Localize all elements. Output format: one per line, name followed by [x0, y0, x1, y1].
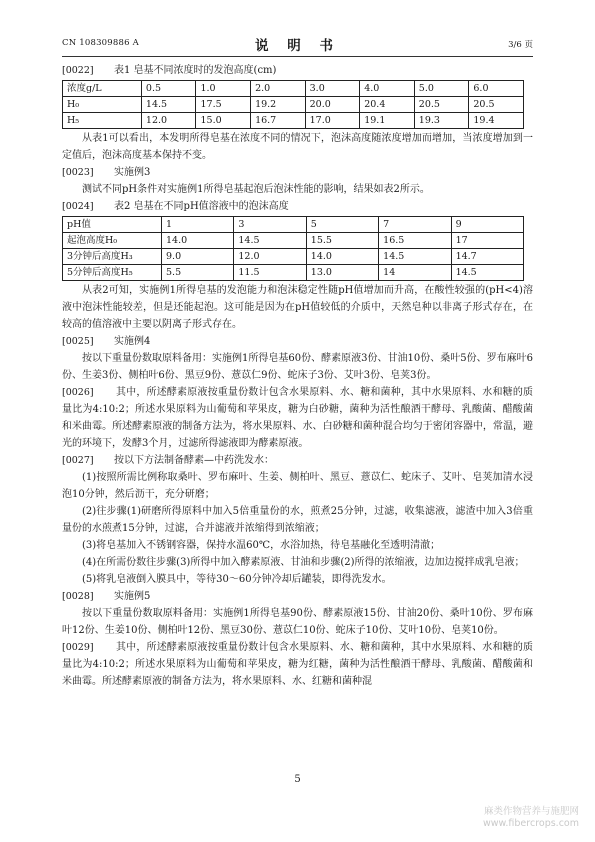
- table-cell: 3分钟后高度H₃: [63, 249, 162, 265]
- table-header-row: [63, 217, 524, 233]
- table-row: [63, 265, 524, 281]
- paragraph-number: [0027]: [62, 455, 94, 466]
- table-cell: 17.0: [305, 113, 360, 129]
- paragraph-number: [0028]: [62, 591, 94, 602]
- page-header: [62, 34, 533, 54]
- table-cell: 9.0: [162, 249, 234, 265]
- step-item: (4)在所需份数往步骤(3)所得中加入酵素原液、甘油和步骤(2)所得的浓缩液，边加边搅拌成乳皂液；: [82, 557, 525, 568]
- table-cell: pH值: [63, 217, 162, 233]
- table-header-row: [63, 81, 524, 97]
- paragraph-0023-heading: [62, 164, 533, 181]
- table-row: [63, 113, 524, 129]
- document-body: [62, 62, 533, 690]
- table-cell: 19.3: [414, 113, 469, 129]
- paragraph-text: 其中，所述酵素原液按重量份数计包含水果原料、水、糖和菌种，其中水果原料、水和糖的质量比为4:10:2；所述水果原料为山葡萄和苹果皮，糖为白砂糖，菌种为活性酿酒干酵母、乳酸菌、醋酸菌和米曲霉。所述酵素原液的制备方法为，将水果原料、水、白砂糖和菌种混合均匀于密闭容器中，常温，避光的环境下，发酵3个月，过滤所得滤液即为酵素原液。: [62, 387, 533, 449]
- table-cell: 14.5: [451, 265, 523, 281]
- table-cell: 14.7: [451, 249, 523, 265]
- table-cell: 5.0: [414, 81, 469, 97]
- table-cell: 7: [379, 217, 451, 233]
- table-cell: 11.5: [234, 265, 306, 281]
- section-heading: 实施例3: [114, 167, 151, 178]
- step-item: (1)按照所需比例称取桑叶、罗布麻叶、生姜、侧柏叶、黑豆、薏苡仁、蛇床子、艾叶、皂荚加清水浸泡10分钟，然后沥干，充分研磨；: [62, 472, 533, 500]
- paragraph-text: 按以下方法制备酵素—中药洗发水：: [114, 455, 274, 466]
- page-info: 3/6 页: [508, 40, 533, 50]
- paragraph-text: 其中，所述酵素原液按重量份数计包含水果原料、水、糖和菌种，其中水果原料、水和糖的质量比为4:10:2；所述水果原料为山葡萄和苹果皮，糖为红糖，菌种为活性酿酒干酵母、乳酸菌、醋酸菌和米曲霉。所述酵素原液的制备方法为，将水果原料、水、红糖和菌种混: [62, 642, 533, 687]
- table-cell: 1.0: [196, 81, 251, 97]
- table-cell: 19.2: [251, 97, 306, 113]
- table-cell: 14.0: [306, 249, 378, 265]
- table-cell: 16.5: [379, 233, 451, 249]
- table-cell: 14.0: [162, 233, 234, 249]
- paragraph-0028-heading: [62, 588, 533, 605]
- table-cell: 19.1: [360, 113, 415, 129]
- patent-number: CN 108309886 A: [62, 38, 139, 48]
- table-row: [63, 249, 524, 265]
- table-cell: 2.0: [251, 81, 306, 97]
- table-cell: H₀: [63, 97, 142, 113]
- table-cell: 20.5: [414, 97, 469, 113]
- paragraph-number: [0026]: [62, 387, 94, 398]
- foam-concentration-table: [62, 80, 524, 129]
- table-cell: 浓度g/L: [63, 81, 142, 97]
- step-item: (3)将皂基加入不锈钢容器，保持水温60℃，水浴加热，待皂基融化至透明清澈；: [82, 540, 441, 551]
- table-cell: 12.0: [234, 249, 306, 265]
- table-cell: 5.5: [162, 265, 234, 281]
- paragraph-text: 测试不同pH条件对实施例1所得皂基起泡后泡沫性能的影响，结果如表2所示。: [82, 184, 430, 195]
- foam-ph-table: [62, 216, 524, 281]
- paragraph-text: 按以下重量份数取原料备用：实施例1所得皂基90份、酵素原液15份、甘油20份、桑叶10份、罗布麻叶12份、生姜10份、侧柏叶12份、黑豆30份、薏苡仁10份、蛇床子10份、艾叶10份、皂荚10份。: [62, 608, 533, 636]
- paragraph-number: [0025]: [62, 336, 94, 347]
- table-cell: 5分钟后高度H₅: [63, 265, 162, 281]
- table-cell: 15.5: [306, 233, 378, 249]
- step-item: (5)将乳皂液倒入膜具中，等待30～60分钟冷却后罐装，即得洗发水。: [82, 574, 392, 585]
- table-cell: 20.0: [305, 97, 360, 113]
- paragraph-text: 按以下重量份数取原料备用：实施例1所得皂基60份、酵素原液3份、甘油10份、桑叶5份、罗布麻叶6份、生姜3份、侧柏叶6份、黑豆9份、薏苡仁9份、蛇床子3份、艾叶3份、皂荚3份。: [62, 353, 533, 381]
- table-cell: 5: [306, 217, 378, 233]
- paragraph-number: [0029]: [62, 642, 94, 653]
- table-cell: 17.5: [196, 97, 251, 113]
- table-cell: 17: [451, 233, 523, 249]
- table-cell: H₅: [63, 113, 142, 129]
- paragraph-text: 从表2可知，实施例1所得皂基的发泡能力和泡沫稳定性随pH值增加而升高，在酸性较强的(pH<4)溶液中泡沫性能较差，但是还能起泡。这可能是因为在pH值较低的介质中，天然皂种以非离子形式存在，在较高的值溶液中主要以阴离子形式存在。: [62, 285, 533, 330]
- table-cell: 19.4: [469, 113, 524, 129]
- table-cell: 14.5: [141, 97, 196, 113]
- paragraph-text: 从表1可以看出，本发明所得皂基在浓度不同的情况下，泡沫高度随浓度增加而增加，当浓度增加到一定值后，泡沫高度基本保持不变。: [62, 133, 533, 161]
- step-item: (2)往步骤(1)研磨所得原料中加入5倍重量份的水，煎煮25分钟，过滤，收集滤液，滤渣中加入3倍重量份的水煎煮15分钟，过滤，合并滤液并浓缩得到浓缩液；: [62, 506, 533, 534]
- table-row: [63, 233, 524, 249]
- table-cell: 20.4: [360, 97, 415, 113]
- table-cell: 0.5: [141, 81, 196, 97]
- site-watermark: [483, 806, 579, 830]
- paragraph-0022-heading: [62, 62, 533, 79]
- table-cell: 4.0: [360, 81, 415, 97]
- section-heading: 实施例5: [114, 591, 151, 602]
- paragraph-number: [0024]: [62, 201, 94, 212]
- table-cell: 14: [379, 265, 451, 281]
- section-heading: 实施例4: [114, 336, 151, 347]
- page-number: 5: [294, 774, 301, 785]
- watermark-url: www.fibercrops.com: [482, 818, 579, 829]
- paragraph-0024-heading: [62, 198, 533, 215]
- table-cell: 13.0: [306, 265, 378, 281]
- table-cell: 15.0: [196, 113, 251, 129]
- table-caption: 表1 皂基不同浓度时的发泡高度(cm): [114, 65, 277, 76]
- table-cell: 12.0: [141, 113, 196, 129]
- table-cell: 16.7: [251, 113, 306, 129]
- paragraph-number: [0023]: [62, 167, 94, 178]
- table-caption: 表2 皂基在不同pH值溶液中的泡沫高度: [114, 201, 289, 212]
- header-divider: [62, 56, 533, 57]
- table-cell: 起泡高度H₀: [63, 233, 162, 249]
- table-cell: 3.0: [305, 81, 360, 97]
- table-cell: 14.5: [379, 249, 451, 265]
- watermark-name: 麻类作物营养与施肥网: [483, 806, 579, 817]
- table-row: [63, 97, 524, 113]
- paragraph-0025-heading: [62, 333, 533, 350]
- table-cell: 20.5: [469, 97, 524, 113]
- table-cell: 6.0: [469, 81, 524, 97]
- paragraph-0027: [62, 452, 533, 469]
- document-title: 说 明 书: [255, 38, 340, 54]
- paragraph-number: [0022]: [62, 65, 94, 76]
- table-cell: 14.5: [234, 233, 306, 249]
- table-cell: 1: [162, 217, 234, 233]
- table-cell: 9: [451, 217, 523, 233]
- table-cell: 3: [234, 217, 306, 233]
